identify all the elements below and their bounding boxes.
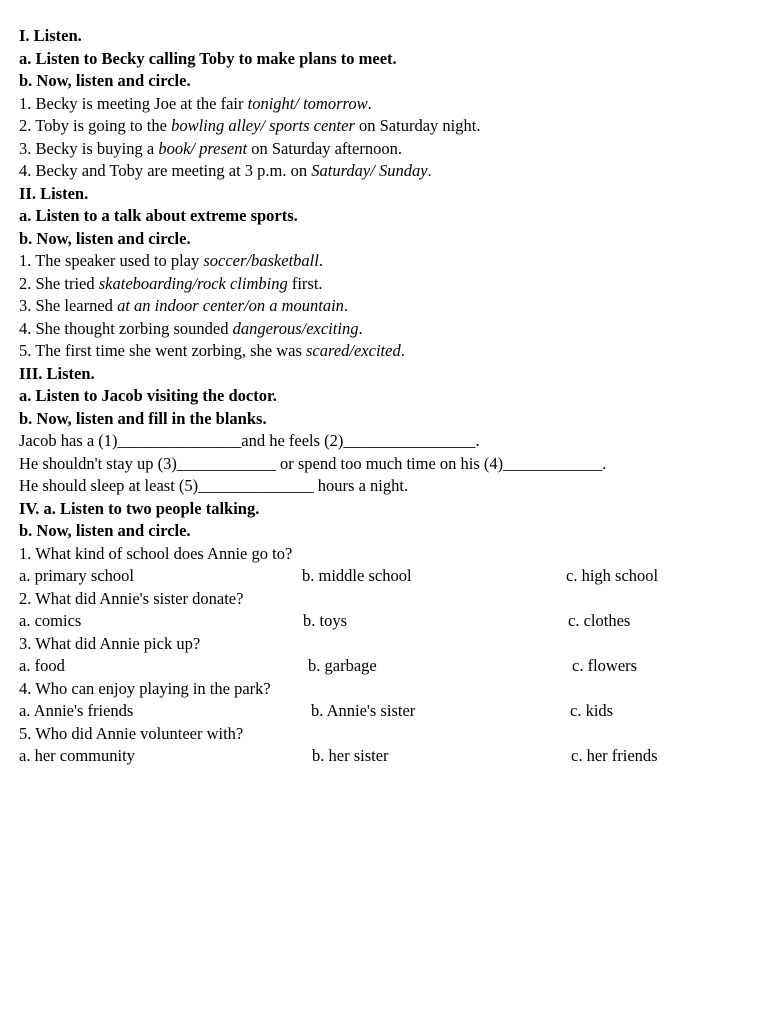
section-3-part-a: a. Listen to Jacob visiting the doctor. xyxy=(19,386,277,405)
section-1-heading: I. Listen. xyxy=(19,26,82,45)
question-1-option-a: a. primary school xyxy=(19,566,135,585)
section-1-item-1 xyxy=(19,94,372,114)
item-options: scared/excited xyxy=(306,341,401,360)
question-4-option-b: b. Annie's sister xyxy=(311,701,416,720)
item-options: skateboarding/rock climbing xyxy=(98,274,288,293)
item-text: 1. The speaker used to play xyxy=(19,251,204,270)
question-3-option-b: b. garbage xyxy=(308,656,377,675)
question-1: 1. What kind of school does Annie go to? xyxy=(19,544,293,563)
item-text: 5. The first time she went zorbing, she was xyxy=(19,341,307,360)
item-options: tonight/ tomorrow xyxy=(247,94,368,113)
item-text-end: . xyxy=(358,319,363,338)
section-1-item-4 xyxy=(19,161,432,181)
item-text-end: . xyxy=(400,341,405,360)
item-text-end: . xyxy=(343,296,349,315)
question-1-option-b: b. middle school xyxy=(302,566,412,585)
item-text: 2. Toby is going to the xyxy=(19,116,172,135)
section-4-part-b: b. Now, listen and circle. xyxy=(19,521,191,540)
item-text: 1. Becky is meeting Joe at the fair xyxy=(19,94,248,113)
section-2-item-4 xyxy=(19,319,363,339)
section-2-item-5 xyxy=(19,341,405,361)
section-2-item-1 xyxy=(19,251,323,271)
section-4-heading: IV. a. Listen to two people talking. xyxy=(19,499,260,518)
item-options: dangerous/exciting xyxy=(232,319,359,338)
section-2-part-b: b. Now, listen and circle. xyxy=(19,229,191,248)
question-3-option-a: a. food xyxy=(19,656,65,675)
question-1-option-c: c. high school xyxy=(566,566,659,585)
section-3-heading: III. Listen. xyxy=(19,364,95,383)
fill-blank-line-2: He shouldn't stay up (3)____________ or spend too much time on his (4)____________. xyxy=(19,454,607,473)
question-5: 5. Who did Annie volunteer with? xyxy=(19,724,244,743)
section-1-part-a: a. Listen to Becky calling Toby to make plans to meet. xyxy=(19,49,397,68)
question-3-option-c: c. flowers xyxy=(572,656,638,675)
item-options: book/ present xyxy=(158,139,248,158)
item-text: 4. Becky and Toby are meeting at 3 p.m. on xyxy=(19,161,312,180)
item-text-end: . xyxy=(367,94,372,113)
section-1-item-3 xyxy=(19,139,402,159)
question-4: 4. Who can enjoy playing in the park? xyxy=(19,679,271,698)
section-3-part-b: b. Now, listen and fill in the blanks. xyxy=(19,409,267,428)
item-text: 4. She thought zorbing sounded xyxy=(19,319,233,338)
section-1-part-b: b. Now, listen and circle. xyxy=(19,71,191,90)
section-2-item-3 xyxy=(19,296,348,316)
item-text-end: first. xyxy=(287,274,323,293)
question-3: 3. What did Annie pick up? xyxy=(19,634,201,653)
question-2: 2. What did Annie's sister donate? xyxy=(19,589,244,608)
section-1-item-2 xyxy=(19,116,480,136)
item-options: at an indoor center/on a mountain xyxy=(117,296,344,315)
item-options: Saturday/ Sunday xyxy=(311,161,428,180)
question-5-option-c: c. her friends xyxy=(571,746,658,765)
item-text-end: . xyxy=(427,161,432,180)
item-options: bowling alley/ sports center xyxy=(171,116,355,135)
item-text: 2. She tried xyxy=(19,274,99,293)
item-text-end: . xyxy=(318,251,323,270)
question-2-option-b: b. toys xyxy=(303,611,348,630)
question-5-option-b: b. her sister xyxy=(312,746,389,765)
fill-blank-line-3: He should sleep at least (5)______________ hours a night. xyxy=(19,476,409,495)
item-options: soccer/basketball xyxy=(203,251,319,270)
question-5-option-a: a. her community xyxy=(19,746,135,765)
question-2-option-c: c. clothes xyxy=(568,611,631,630)
item-text: 3. Becky is buying a xyxy=(19,139,159,158)
fill-blank-line-1: Jacob has a (1)_______________and he feels (2)________________. xyxy=(19,431,480,450)
section-2-heading: II. Listen. xyxy=(19,184,89,203)
section-2-part-a: a. Listen to a talk about extreme sports. xyxy=(19,206,298,225)
item-text: 3. She learned xyxy=(19,296,118,315)
item-text-end: on Saturday night. xyxy=(354,116,481,135)
question-4-option-c: c. kids xyxy=(570,701,614,720)
section-2-item-2 xyxy=(19,274,323,294)
question-2-option-a: a. comics xyxy=(19,611,82,630)
question-4-option-a: a. Annie's friends xyxy=(19,701,134,720)
item-text-end: on Saturday afternoon. xyxy=(247,139,402,158)
